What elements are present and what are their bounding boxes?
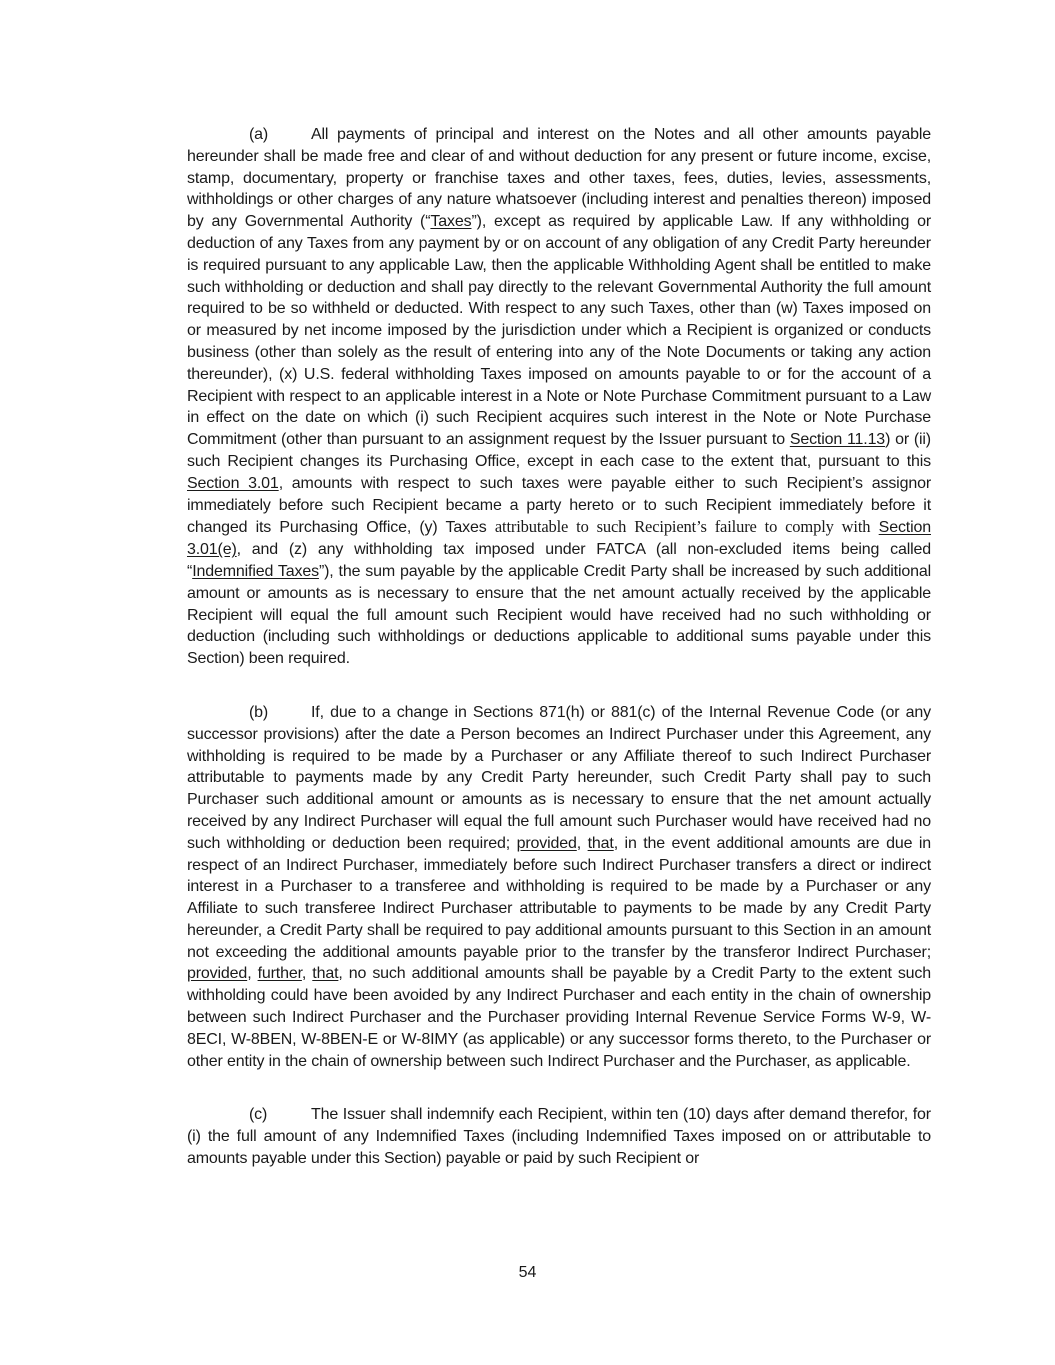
paragraph-text: All payments of principal and interest on the Notes and all other amounts payable hereunder shall be made free and clear of and without deduction for any present or future income, excise, stamp, documentary, property or franchise taxes and other taxes, fees, duties, levies, assessments, withholdings or other charges of any nature whatsoever (including interest and penalties thereon) imposed by any Governmental Authority (“ <box>187 126 931 231</box>
paragraph-text <box>870 519 878 536</box>
paragraph-label: (b) <box>249 703 269 721</box>
paragraph-text: ”), the sum payable by the applicable Credit Party shall be increased by such additional amount or amounts as is necessary to ensure that the net amount actually received by the applicable Recipient will equal the full amount such Recipient would have received had no such withholding or deduction (including such withholdings or deductions applicable to additional sums payable under this Section) been required. <box>187 562 931 668</box>
defined-term-taxes: Taxes <box>430 213 472 231</box>
paragraph-b <box>187 702 931 1073</box>
paragraph-c <box>187 1104 931 1169</box>
paragraph-label: (a) <box>249 126 269 143</box>
paragraph-a <box>187 124 931 670</box>
section-reference: Section 3.01 <box>187 474 279 492</box>
paragraph-text: , <box>301 965 313 983</box>
page-number: 54 <box>518 1264 537 1281</box>
paragraph-text: , <box>576 834 588 852</box>
paragraph-text: attributable to such Recipient’s failure to comply with <box>494 517 871 537</box>
section-reference: Section 11.13 <box>789 431 886 449</box>
term-further: further <box>257 965 302 983</box>
paragraph-text: , and (z) any withholding tax imposed under FATCA (all non-excluded items being called “ <box>187 541 931 580</box>
paragraph-text: , no such additional amounts shall be payable by a Credit Party to the extent such withholding could have been avoided by any Indirect Purchaser and each entity in the chain of ownership between such Indirect Purchaser and the Purchaser providing Internal Revenue Service Forms W-9, W-8ECI, W-8BEN, W-8BEN-E or W-8IMY (as applicable) or any successor forms thereto, to the Purchaser or other entity in the chain of ownership between such Indirect Purchaser and the Purchaser, as applicable. <box>187 965 932 1070</box>
term-provided: provided <box>516 834 577 852</box>
paragraph-text: ”), except as required by applicable Law. If any withholding or deduction of any Taxes from any payment by or on account of any obligation of any Credit Party hereunder is required pursuant to any applicable Law, then the applicable Withholding Agent shall be entitled to make such withholding or deduction and shall pay directly to the relevant Governmental Authority the full amount required to be so withheld or deducted. With respect to any such Taxes, other than (w) Taxes imposed on or measured by net income imposed by the jurisdiction under which a Recipient is organized or conducts business (other than solely as the result of entering into any of the Note Documents or taking any action thereunder), (x) U.S. federal withholding Taxes imposed on amounts payable to or for the account of a Recipient with respect to an applicable interest in a Note or Note Purchase Commitment pursuant to a Law in effect on the date on which (i) such Recipient acquires such interest in the Note or Note Purchase Commitment (other than pursuant to an assignment request by the Issuer pursuant to <box>187 213 931 449</box>
paragraph-label: (c) <box>249 1106 268 1124</box>
paragraph-text: The Issuer shall indemnify each Recipient, within ten (10) days after demand therefor, for (i) the full amount of any Indemnified Taxes (including Indemnified Taxes imposed on or attributable to amounts payable under this Section) payable or paid by such Recipient or <box>187 1106 931 1168</box>
paragraph-text: , <box>247 965 258 983</box>
paragraph-text: If, due to a change in Sections 871(h) or 881(c) of the Internal Revenue Code (or any successor provisions) after the date a Person becomes an Indirect Purchaser under this Agreement, any withholding is required to be made by a Purchaser or any Affiliate thereof to such Indirect Purchaser attributable to payments made by any Credit Party hereunder, such Credit Party shall pay to such Purchaser such additional amount or amounts as is necessary to ensure that the net amount actually received by any Indirect Purchaser will equal the full amount such Purchaser would have received had no such withholding or deduction been required; <box>187 703 931 852</box>
paragraph-text: , amounts with respect to such taxes were payable either to such Recipient’s assignor immediately before such Recipient became a party hereto or to such Recipient immediately before it changed its Purchasing Office, (y) Taxes <box>187 474 931 537</box>
term-that: that <box>312 965 339 983</box>
defined-term-indemnified-taxes: Indemnified Taxes <box>192 562 319 580</box>
document-body <box>187 124 931 1170</box>
paragraph-text: ) or (ii) such Recipient changes its Purchasing Office, except in each case to the extent that, pursuant to this <box>187 431 931 470</box>
paragraph-text: , in the event additional amounts are due in respect of an Indirect Purchaser, immediately before such Indirect Purchaser transfers a direct or indirect interest in a Purchaser to a transferee and withholding is required to be made by a Purchaser or any Affiliate to such transferee Indirect Purchaser attributable to payments to be made by any Credit Party hereunder, a Credit Party shall be required to pay additional amounts pursuant to this Section in an amount not exceeding the additional amounts payable prior to the transfer by the transferor Indirect Purchaser; <box>187 834 932 961</box>
term-that: that <box>587 834 614 852</box>
term-provided: provided <box>187 965 248 983</box>
section-reference: Section 3.01(e) <box>187 519 931 559</box>
